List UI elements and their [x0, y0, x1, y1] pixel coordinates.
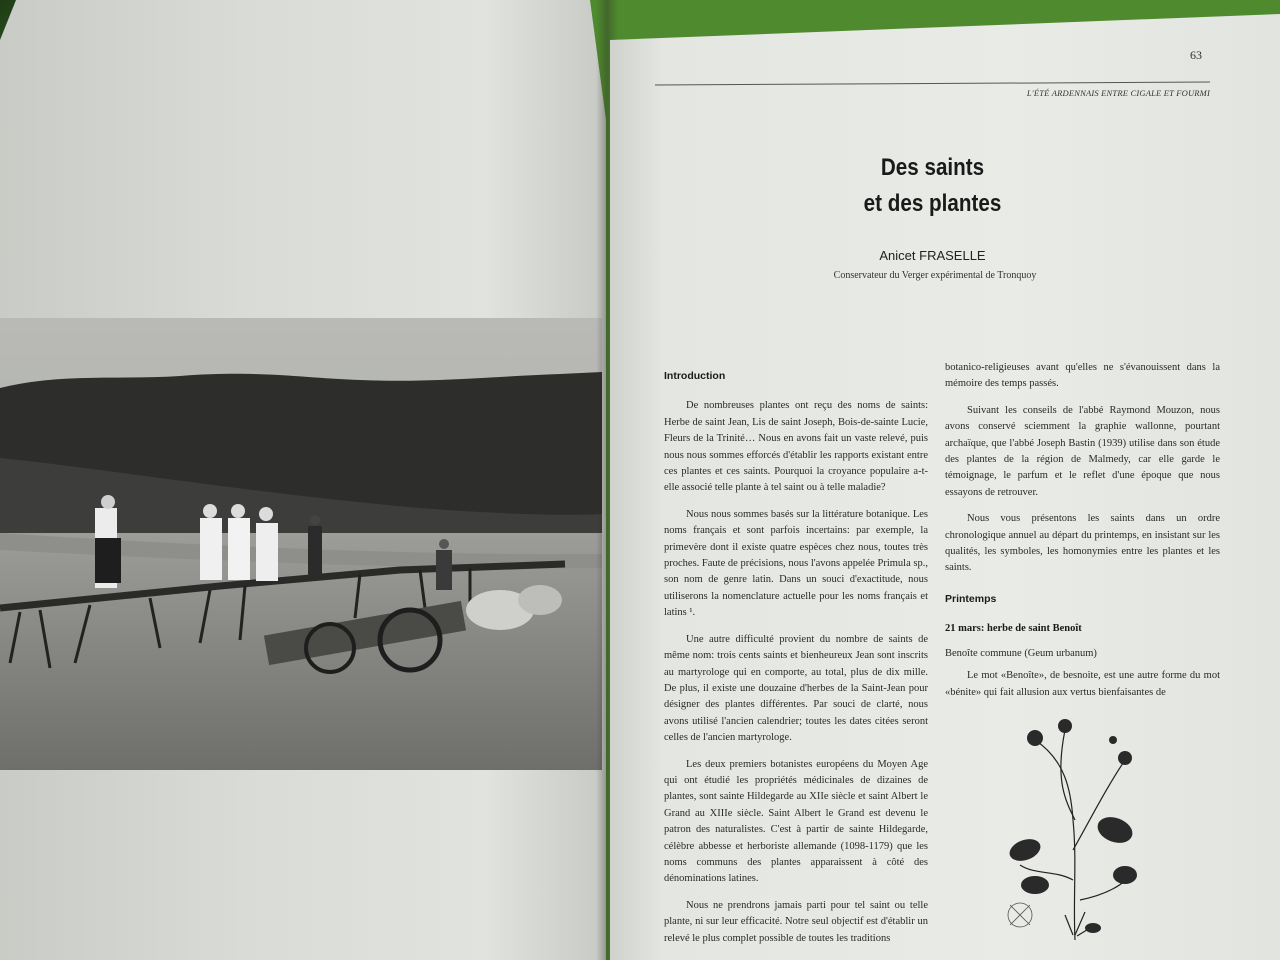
paragraph: Une autre difficulté provient du nombre de saints de même nom: trois cents saints et bienheureux Jean sont inscrits au martyrologe qui en comporte, au total, plus de dix mille. De plus, il existe une douzaine d'herbes de la Saint-Jean pour désigner des plantes différentes. Par souci de clarté, nous avons utilisé l'ancien calendrier; toutes les dates citées seront celles de l'ancien martyrologe. — [664, 633, 928, 744]
paragraph: Le mot «Benoîte», de besnoite, est une autre forme du mot «bénite» qui fait allusion aux vertus bienfaisantes de — [945, 670, 1220, 698]
section-heading-introduction: Introduction — [664, 370, 726, 382]
page-number: 63 — [1190, 48, 1202, 62]
paragraph: De nombreuses plantes ont reçu des noms de saints: Herbe de saint Jean, Lis de saint Joseph, Bois-de-sainte Lucie, Fleurs de la Trinité… Nous en avons fait un vaste relevé, puis nous nous sommes efforcés d'établir les rapports existant entre ces plantes et ces saints. Pourquoi la croyance populaire a-t-elle associé telle plante à tel saint ou à telle maladie? — [664, 400, 928, 494]
article-author: Anicet FRASELLE — [879, 248, 986, 263]
paragraph: Nous vous présentons les saints dans un ordre chronologique annuel au départ du printemps, en insistant sur les qualités, les symboles, les homonymies entre les plantes et les saints. — [945, 513, 1220, 574]
paragraph: Nous ne prendrons jamais parti pour tel saint ou telle plante, ni sur leur efficacité. Notre seul objectif est d'établir un relevé le plus complet possible de toutes les traditions — [664, 899, 928, 944]
entry-heading: 21 mars: herbe de saint Benoît — [945, 623, 1082, 635]
text-column-left — [664, 368, 928, 957]
text-column-right — [945, 360, 1220, 711]
plant-name: Benoîte commune (Geum urbanum) — [945, 647, 1097, 659]
left-page — [0, 0, 606, 960]
article-title — [784, 150, 1081, 222]
vintage-photo — [0, 318, 602, 770]
paragraph: Suivant les conseils de l'abbé Raymond Mouzon, nous avons conservé sciemment la graphie wallonne, pourtant archaïque, que l'abbé Joseph Bastin (1939) utilise dans son étude des plantes de la région de Malmedy, car elle garde le témoignage, le parfum et le reflet d'une époque que nous essayons de retrouver. — [945, 404, 1220, 498]
botanical-illustration — [995, 700, 1155, 940]
author-affiliation: Conservateur du Verger expérimental de Tronquoy — [833, 270, 1037, 281]
paragraph: Nous nous sommes basés sur la littérature botanique. Les noms français et sont parfois incertains: par exemple, la primevère dont il existe quatre espèces chez nous, toutes très proches. Faute de précisions, nous l'avons appelée Primula sp., son nom de genre latin. Dans un souci d'exactitude, nous utiliserons la nomenclature actuelle pour les noms français et latins ¹. — [664, 508, 928, 619]
running-head: L'ÉTÉ ARDENNAIS ENTRE CIGALE ET FOURMI — [1026, 88, 1210, 98]
title-line-2: et des plantes — [863, 190, 1002, 217]
section-heading-printemps: Printemps — [945, 592, 997, 605]
photo-illustration — [0, 318, 602, 770]
title-line-1: Des saints — [880, 154, 985, 181]
paragraph: Les deux premiers botanistes européens du Moyen Age qui ont étudié les propriétés médicinales de dizaines de plantes, sont sainte Hildegarde au XIIe siècle et saint Albert le Grand au XIIIe siècle. Saint Albert le Grand est devenu le patron des naturalistes. C'est à partir de sainte Hildegarde, célèbre abbesse et herboriste allemande (1098-1179) que les noms communs des plantes apparaissent à côté des dénominations latines. — [664, 758, 928, 885]
paragraph: botanico-religieuses avant qu'elles ne s'évanouissent dans la mémoire des temps passés. — [945, 362, 1220, 390]
